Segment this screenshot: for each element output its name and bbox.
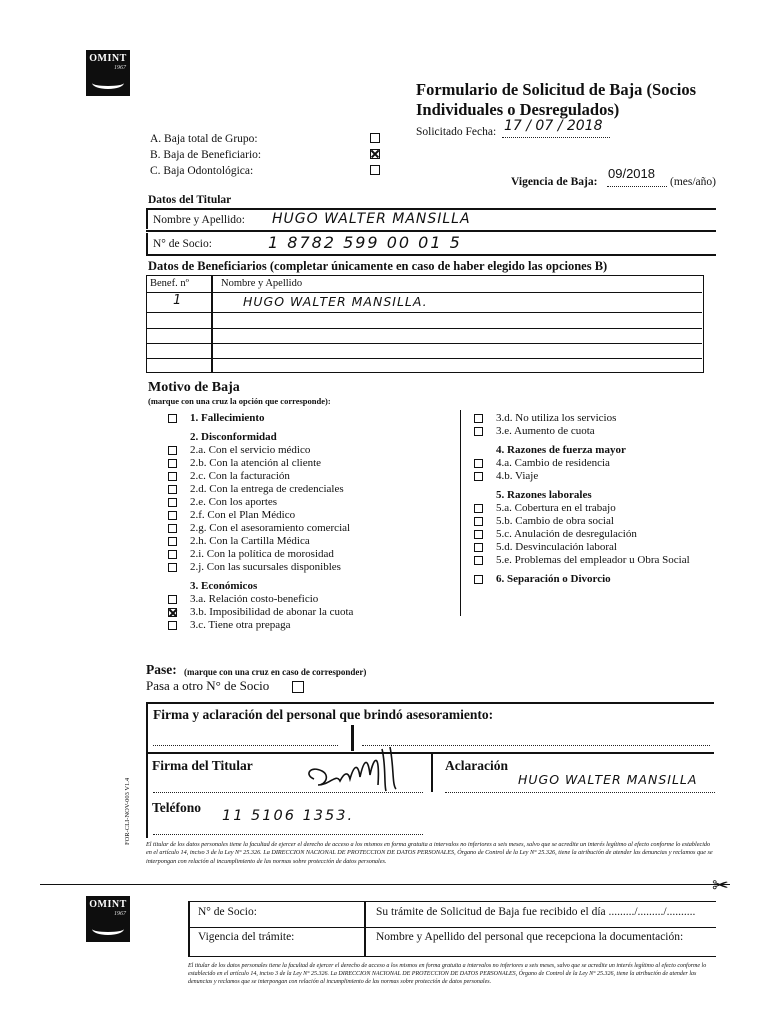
stub-bottom-rule [188,956,716,957]
titular-socio-value[interactable]: 1 8782 599 00 01 5 [268,233,462,252]
motivo-option-label: 5.c. Anulación de desregulación [496,528,637,540]
motivo-option[interactable] [474,573,754,586]
motivo-option[interactable] [168,496,458,509]
motivo-option-label: 5.e. Problemas del empleador u Obra Social [496,554,690,566]
beneficiarios-section-title: Datos de Beneficiarios (completar únicamente en caso de haber elegido las opciones B) [148,259,608,273]
motivo-checkbox[interactable] [168,550,177,559]
baja-option-a: A. Baja total de Grupo: [150,133,258,145]
benef-row-num[interactable]: 1 [173,293,182,308]
motivo-option-label: 2.b. Con la atención al cliente [190,457,322,469]
motivo-checkbox[interactable] [168,446,177,455]
legal-notice: El titular de los datos personales tiene la facultad de ejercer el derecho de acceso a los mismos en forma gratuita a intervalos no inferiores a seis meses, salvo que se acredite un interés legítimo al efecto conforme lo establecido en el artículo 14, inciso 3 de la Ley N° 25.326. La DIRECCION NACIONAL DE PROTECCION DE DATOS PERSONALES, Órgano de Control de la Ley N° 25.326, tiene la atribución de atender las denuncias y reclamos que se interpongan con relación al incumplimiento de las normas sobre protección de datos personales. [146,841,713,865]
titular-mid-rule [146,230,716,232]
motivo-option-label: 2.f. Con el Plan Médico [190,509,296,521]
motivo-option[interactable] [168,412,458,425]
beneficiarios-table [146,275,704,373]
baja-option-b-checkbox[interactable] [370,149,380,159]
motivo-option[interactable] [168,619,458,632]
logo-year-stub: 1967 [114,911,126,917]
motivo-checkbox[interactable] [168,485,177,494]
motivo-option-label: 3.b. Imposibilidad de abonar la cuota [190,606,354,618]
motivo-option-label: 5.b. Cambio de obra social [496,515,614,527]
stub-socio-label: N° de Socio: [198,906,257,918]
motivo-checkbox[interactable] [474,472,483,481]
motivo-option-label: 2.e. Con los aportes [190,496,278,508]
scissors-icon: ✂ [712,873,729,897]
motivo-option[interactable] [474,541,754,554]
motivo-checkbox[interactable] [474,543,483,552]
motivo-checkbox[interactable] [474,530,483,539]
omint-logo [86,50,130,96]
firmas-asesor-left-rule [146,702,148,752]
form-title-line2: Individuales o Desregulados) [416,100,620,119]
motivo-option[interactable] [474,425,754,438]
motivo-option[interactable] [168,470,458,483]
motivo-option[interactable] [474,470,754,483]
motivo-checkbox[interactable] [474,575,483,584]
motivo-checkbox[interactable] [168,621,177,630]
firmas-mid-rule [146,752,714,754]
telefono-value[interactable]: 11 5106 1353. [222,808,355,824]
beneficiarios-row-rule-1 [147,292,702,293]
form-title [416,80,736,120]
pase-title: Pase: [146,662,177,677]
motivo-checkbox[interactable] [474,414,483,423]
baja-option-c-checkbox[interactable] [370,165,380,175]
motivo-option[interactable] [474,457,754,470]
motivo-subtitle: (marque con una cruz la opción que corresponde): [148,396,331,406]
motivo-option-label: 2.i. Con la política de morosidad [190,548,334,560]
motivo-option[interactable] [168,548,458,561]
motivo-option-label: 3.d. No utiliza los servicios [496,412,617,424]
motivo-option[interactable] [474,554,754,567]
motivo-option-label: 5.a. Cobertura en el trabajo [496,502,616,514]
baja-option-b: B. Baja de Beneficiario: [150,149,262,161]
beneficiarios-row-rule-3 [147,328,702,329]
stub-tramite-label: Su trámite de Solicitud de Baja fue recibido el día ........./........./.......... [376,906,696,918]
beneficiarios-row-rule-5 [147,358,702,359]
motivo-checkbox[interactable] [474,459,483,468]
vigencia-suffix: (mes/año) [670,176,716,188]
titular-signature [300,745,410,797]
motivo-option[interactable] [168,522,458,535]
motivo-option-label: 4.a. Cambio de residencia [496,457,610,469]
pase-label: Pasa a otro N° de Socio [146,678,270,693]
stub-personal-label: Nombre y Apellido del personal que recepciona la documentación: [376,931,684,943]
motivo-option[interactable] [168,457,458,470]
solicitado-date[interactable]: 17 / 07 / 2018 [504,118,603,134]
stub-vigencia-left-rule [188,928,190,956]
motivo-group-header: 2. Disconformidad [190,431,277,443]
logo-year: 1967 [114,65,126,71]
motivo-checkbox[interactable] [168,498,177,507]
motivo-option[interactable] [474,528,754,541]
beneficiarios-row-rule-2 [147,312,702,313]
motivo-checkbox[interactable] [168,608,177,617]
motivo-option-label: 1. Fallecimiento [190,412,265,424]
motivo-right-column [474,412,754,586]
vigencia-value[interactable]: 09/2018 [608,166,655,181]
form-code: FOR-CLI-NOV-003 V1.4 [124,777,131,845]
motivo-option[interactable] [168,606,458,619]
motivo-checkbox[interactable] [168,595,177,604]
motivo-checkbox[interactable] [168,537,177,546]
solicitado-line [502,137,610,138]
firmas-titular-divider [431,752,433,792]
motivo-column-divider [460,410,461,616]
motivo-checkbox[interactable] [168,511,177,520]
aclaracion-value[interactable]: HUGO WALTER MANSILLA [518,772,698,787]
titular-socio-label: N° de Socio: [153,238,212,250]
baja-option-c: C. Baja Odontológica: [150,165,254,177]
firmas-top-rule [146,702,714,704]
motivo-option[interactable] [168,593,458,606]
motivo-checkbox[interactable] [474,427,483,436]
form-title-line1: Formulario de Solicitud de Baja (Socios [416,80,697,99]
motivo-option[interactable] [168,509,458,522]
motivo-option-label: 2.g. Con el asesoramiento comercial [190,522,351,534]
baja-options [150,131,261,179]
omint-logo-stub [86,896,130,942]
motivo-group-header: 5. Razones laborales [496,489,592,501]
cut-line [40,884,730,885]
asesor-signature-label: Firma y aclaración del personal que brindó asesoramiento: [153,707,494,722]
titular-socio-left-rule [146,233,148,254]
telefono-label: Teléfono [152,800,202,815]
motivo-checkbox[interactable] [168,414,177,423]
motivo-checkbox[interactable] [474,556,483,565]
stub-vigencia-label: Vigencia del trámite: [198,931,295,943]
asesor-name-line[interactable] [362,745,710,746]
benef-row-name[interactable]: HUGO WALTER MANSILLA. [243,294,428,309]
motivo-option-label: 5.d. Desvinculación laboral [496,541,617,553]
logo-name-stub: OMINT [89,899,127,910]
motivo-checkbox[interactable] [474,504,483,513]
vigencia-line [607,186,667,187]
titular-name-label: Nombre y Apellido: [153,214,245,226]
motivo-option-label: 2.d. Con la entrega de credenciales [190,483,344,495]
telefono-line[interactable] [153,834,423,835]
motivo-checkbox[interactable] [168,472,177,481]
pase-subtitle: (marque con una cruz en caso de corresponder) [184,667,367,677]
motivo-option-label: 2.a. Con el servicio médico [190,444,311,456]
titular-section-title: Datos del Titular [148,194,232,206]
motivo-left-column [168,412,458,632]
motivo-option[interactable] [168,535,458,548]
motivo-option-label: 3.c. Tiene otra prepaga [190,619,291,631]
motivo-option[interactable] [168,483,458,496]
stub-legal-notice: El titular de los datos personales tiene la facultad de ejercer el derecho de acceso a los mismos en forma gratuita a intervalos no inferiores a seis meses, salvo que se acredite un interés legítimo al efecto conforme lo establecido en el artículo 14, inciso 3 de la Ley N° 25.326. La DIRECCION NACIONAL DE PROTECCION DE DATOS PERSONALES, Órgano de Control de la Ley N° 25.326, tiene la atribución de atender las denuncias y reclamos que se interpongan con relación al incumplimiento de las normas sobre protección de datos personales. [188,963,707,986]
motivo-option-label: 4.b. Viaje [496,470,539,482]
col-name-header: Nombre y Apellido [221,278,303,289]
titular-signature-label: Firma del Titular [152,758,253,773]
motivo-option[interactable] [474,502,754,515]
motivo-option-label: 2.h. Con la Cartilla Médica [190,535,310,547]
titular-name-value[interactable]: HUGO WALTER MANSILLA [272,211,471,227]
titular-top-rule [146,208,716,210]
motivo-option-label: 2.j. Con las sucursales disponibles [190,561,341,573]
motivo-option-label: 3.a. Relación costo-beneficio [190,593,319,605]
titular-bottom-rule [146,254,716,256]
stub-top-rule [188,901,716,902]
stub-top-divider [364,901,366,927]
stub-socio-left-rule [188,901,190,927]
motivo-group-header: 3. Económicos [190,580,258,592]
logo-name: OMINT [89,53,127,64]
beneficiarios-row-rule-4 [147,343,702,344]
motivo-option[interactable] [168,444,458,457]
motivo-option-label: 6. Separación o Divorcio [496,573,611,585]
motivo-option[interactable] [474,515,754,528]
motivo-option[interactable] [474,412,754,425]
solicitado-label: Solicitado Fecha: [416,126,497,138]
motivo-option-label: 2.c. Con la facturación [190,470,290,482]
col-benef-header: Benef. nº [150,278,189,289]
vigencia-label: Vigencia de Baja: [511,176,598,188]
motivo-checkbox[interactable] [168,563,177,572]
motivo-group-header: 4. Razones de fuerza mayor [496,444,626,456]
titular-name-left-rule [146,208,148,229]
motivo-option[interactable] [168,561,458,574]
motivo-checkbox[interactable] [168,459,177,468]
aclaracion-label: Aclaración [445,758,508,773]
aclaracion-line[interactable] [445,792,715,793]
stub-mid-rule [188,927,716,928]
pase-checkbox[interactable] [292,681,304,693]
stub-bottom-divider [364,928,366,956]
firmas-titular-left-rule [146,752,148,838]
motivo-option-label: 3.e. Aumento de cuota [496,425,595,437]
motivo-title: Motivo de Baja [148,380,240,395]
baja-option-a-checkbox[interactable] [370,133,380,143]
motivo-checkbox[interactable] [474,517,483,526]
motivo-checkbox[interactable] [168,524,177,533]
